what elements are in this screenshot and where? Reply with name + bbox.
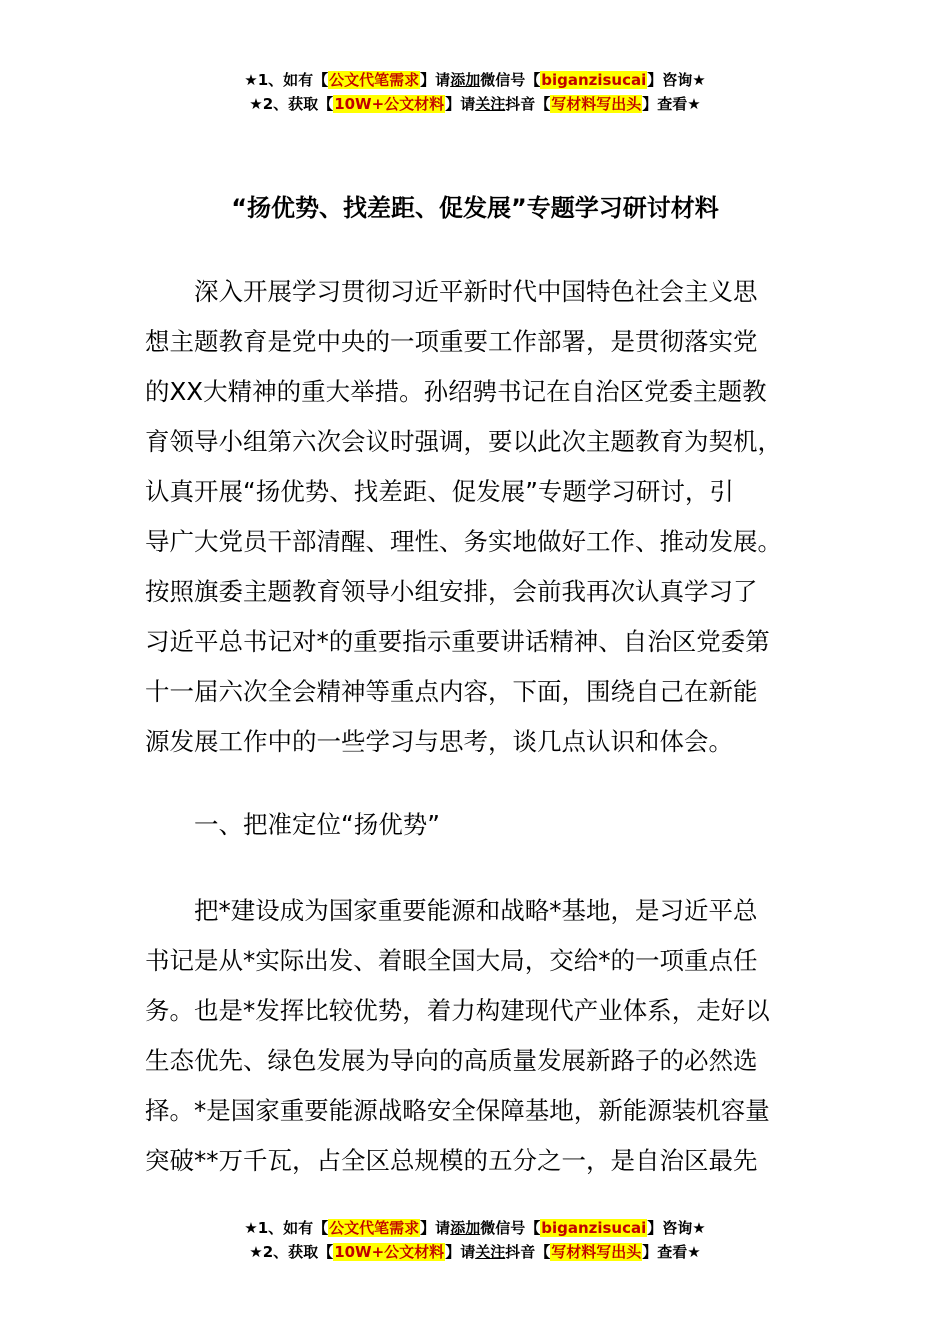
- banner-text: 】咨询★: [647, 1219, 706, 1237]
- banner-text: ★1、如有【: [244, 1219, 329, 1237]
- paragraph-2: [145, 886, 810, 1186]
- banner-highlight: 写材料写出头: [551, 1243, 642, 1261]
- banner-text: 微信号【: [480, 1219, 541, 1237]
- text-line: 导广大党员干部清醒、理性、务实地做好工作、推动发展。: [145, 527, 782, 556]
- banner-text: 】查看★: [642, 1243, 701, 1261]
- paragraph-1: [145, 267, 810, 767]
- banner-text: 】请: [420, 71, 451, 89]
- banner-text: 抖音【: [505, 1243, 551, 1261]
- banner-text: ★2、获取【: [249, 1243, 334, 1261]
- banner-text: 】请: [420, 1219, 451, 1237]
- text-line: 十一届六次全会精神等重点内容，下面，围绕自己在新能: [145, 677, 758, 706]
- banner-text: 微信号【: [480, 71, 541, 89]
- text-line: 务。也是*发挥比较优势，着力构建现代产业体系，走好以: [145, 996, 770, 1025]
- text-line: 把*建设成为国家重要能源和战略*基地，是习近平总: [145, 896, 758, 925]
- text-line: 按照旗委主题教育领导小组安排，会前我再次认真学习了: [145, 577, 758, 606]
- text-line: 想主题教育是党中央的一项重要工作部署，是贯彻落实党: [145, 327, 758, 356]
- banner-highlight: biganzisucai: [541, 71, 647, 89]
- banner-highlight: 10W+公文材料: [334, 95, 445, 113]
- text-line: 突破**万千瓦，占全区总规模的五分之一，是自治区最先: [145, 1146, 758, 1175]
- text-line: 一、把准定位“扬优势”: [145, 810, 440, 839]
- banner-text: 】请: [445, 95, 476, 113]
- banner-line-1: [0, 68, 950, 92]
- banner-highlight: 公文代笔需求: [329, 71, 420, 89]
- banner-text: 】请: [445, 1243, 476, 1261]
- text-line: 认真开展“扬优势、找差距、促发展”专题学习研讨，引: [145, 477, 734, 506]
- banner-text: ★2、获取【: [249, 95, 334, 113]
- banner-underline: 关注: [475, 95, 506, 113]
- footer-banner: [0, 1216, 950, 1264]
- document-title: “扬优势、找差距、促发展”专题学习研讨材料: [231, 194, 719, 222]
- section-heading-1: [145, 800, 810, 850]
- banner-text: 】查看★: [642, 95, 701, 113]
- text-line: 生态优先、绿色发展为导向的高质量发展新路子的必然选: [145, 1046, 758, 1075]
- banner-highlight: 公文代笔需求: [329, 1219, 420, 1237]
- banner-line-2: [0, 92, 950, 116]
- banner-text: ★1、如有【: [244, 71, 329, 89]
- text-line: 源发展工作中的一些学习与思考，谈几点认识和体会。: [145, 727, 733, 756]
- banner-line-2: [0, 1240, 950, 1264]
- banner-highlight: 写材料写出头: [551, 95, 642, 113]
- banner-underline: 关注: [475, 1243, 506, 1261]
- banner-line-1: [0, 1216, 950, 1240]
- banner-text: 抖音【: [505, 95, 551, 113]
- text-line: 的XX大精神的重大举措。孙绍骋书记在自治区党委主题教: [145, 377, 767, 406]
- banner-highlight: biganzisucai: [541, 1219, 647, 1237]
- text-line: 育领导小组第六次会议时强调，要以此次主题教育为契机，: [145, 427, 782, 456]
- banner-underline: 添加: [450, 1219, 481, 1237]
- banner-text: 】咨询★: [647, 71, 706, 89]
- header-banner: [0, 68, 950, 116]
- text-line: 书记是从*实际出发、着眼全国大局，交给*的一项重点任: [145, 946, 758, 975]
- text-line: 择。*是国家重要能源战略安全保障基地，新能源装机容量: [145, 1096, 770, 1125]
- banner-highlight: 10W+公文材料: [334, 1243, 445, 1261]
- banner-underline: 添加: [450, 71, 481, 89]
- text-line: 习近平总书记对*的重要指示重要讲话精神、自治区党委第: [145, 627, 770, 656]
- text-line: 深入开展学习贯彻习近平新时代中国特色社会主义思: [145, 277, 758, 306]
